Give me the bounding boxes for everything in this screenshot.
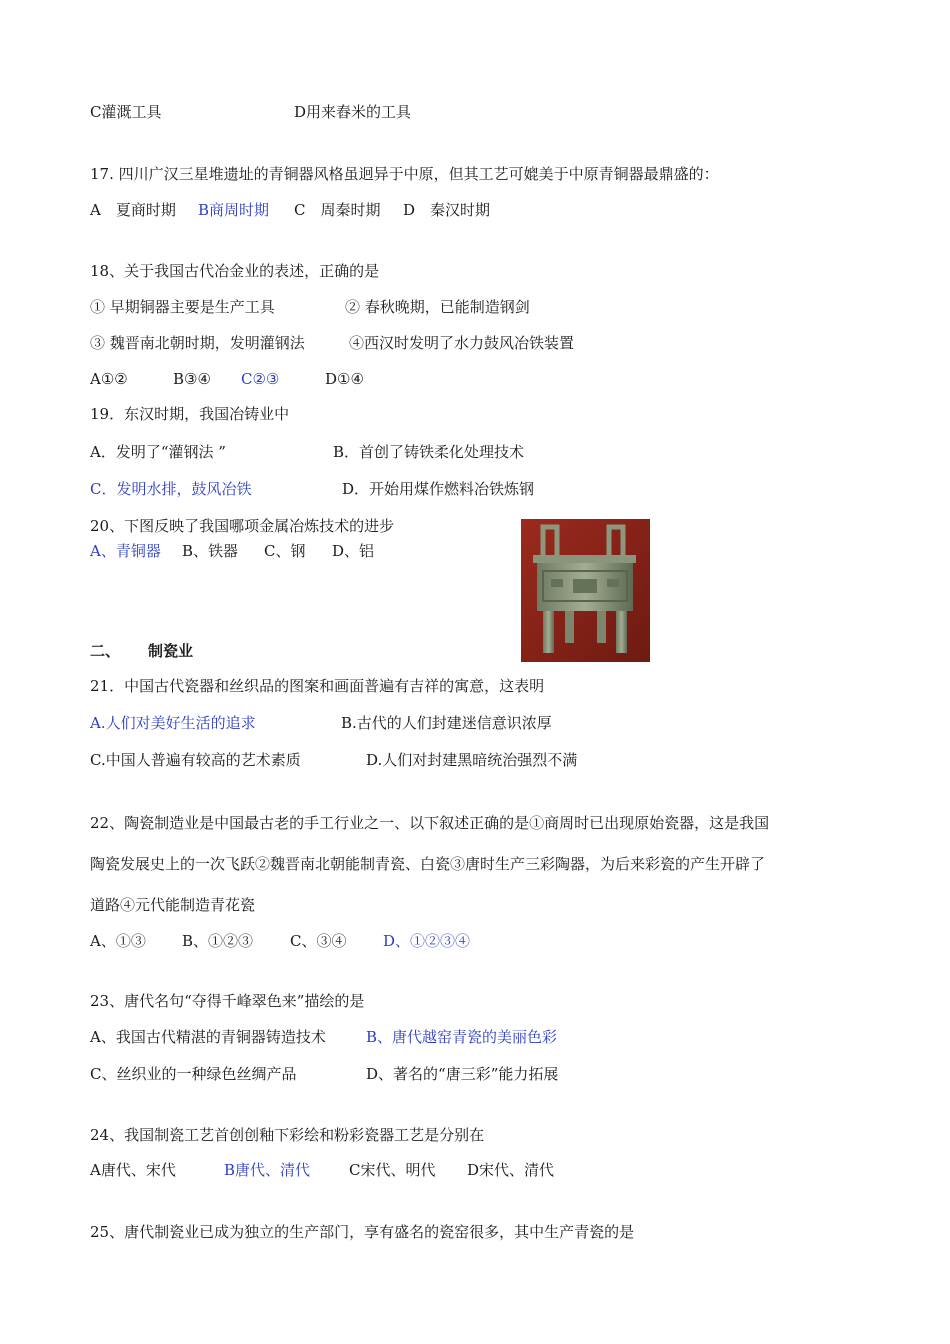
q24-stem: 24、我国制瓷工艺首创创釉下彩绘和粉彩瓷器工艺是分别在 [90,1126,485,1144]
q17-option-b: B商周时期 [198,201,270,219]
bronze-ding-image [521,519,650,662]
q17-option-a: A 夏商时期 [90,201,176,219]
q21-stem: 21．中国古代瓷器和丝织品的图案和画面普遍有吉祥的寓意，这表明 [90,677,545,695]
q22-option-a: A、①③ [90,932,146,950]
q24-option-a: A唐代、宋代 [90,1161,176,1179]
q16-option-d: D用来舂米的工具 [294,103,412,121]
q18-statement-1: ① 早期铜器主要是生产工具 [90,298,275,316]
q21-option-a: A.人们对美好生活的追求 [90,714,256,732]
q22-stem-line1: 22、陶瓷制造业是中国最古老的手工行业之一、以下叙述正确的是①商周时已出现原始瓷器，这是我国 [90,814,770,832]
q24-option-b: B唐代、清代 [224,1161,311,1179]
q24-option-c: C宋代、明代 [349,1161,436,1179]
q16-option-c: C灌溉工具 [90,103,162,121]
q22-stem-line2: 陶瓷发展史上的一次飞跃②魏晋南北朝能制青瓷、白瓷③唐时生产三彩陶器，为后来彩瓷的产生开辟了 [90,855,766,873]
q18-option-d: D①④ [325,370,364,388]
q19-stem: 19．东汉时期，我国冶铸业中 [90,405,290,423]
q20-stem: 20、下图反映了我国哪项金属冶炼技术的进步 [90,517,395,535]
q19-option-c: C．发明水排，鼓风冶铁 [90,480,252,498]
q18-statement-2: ② 春秋晚期，已能制造钢剑 [345,298,530,316]
section-number: 二、 [90,642,121,660]
q17-option-d: D 秦汉时期 [403,201,491,219]
q22-stem-line3: 道路④元代能制造青花瓷 [90,896,256,914]
q22-option-d: D、①②③④ [383,932,471,950]
q23-option-c: C、丝织业的一种绿色丝绸产品 [90,1065,297,1083]
q18-statement-4: ④西汉时发明了水力鼓风冶铁装置 [349,334,575,352]
q24-option-d: D宋代、清代 [467,1161,555,1179]
q17-option-c: C 周秦时期 [294,201,381,219]
q21-option-d: D.人们对封建黑暗统治强烈不满 [366,751,578,769]
q23-option-b: B、唐代越窑青瓷的美丽色彩 [366,1028,558,1046]
q19-option-b: B．首创了铸铁柔化处理技术 [333,443,525,461]
q21-option-b: B.古代的人们封建迷信意识浓厚 [341,714,552,732]
q22-option-b: B、①②③ [182,932,254,950]
q18-option-b: B③④ [173,370,211,388]
q20-option-c: C、钢 [264,542,306,560]
q20-option-d: D、铝 [332,542,375,560]
q25-stem: 25、唐代制瓷业已成为独立的生产部门，享有盛名的瓷窑很多，其中生产青瓷的是 [90,1223,635,1241]
q22-option-c: C、③④ [290,932,347,950]
section-title: 制瓷业 [148,642,194,660]
q18-statement-3: ③ 魏晋南北朝时期，发明灌钢法 [90,334,305,352]
q23-option-d: D、著名的“唐三彩”能力拓展 [366,1065,559,1083]
q18-option-a: A①② [90,370,128,388]
q21-option-c: C.中国人普遍有较高的艺术素质 [90,751,301,769]
q18-stem: 18、关于我国古代冶金业的表述，正确的是 [90,262,380,280]
q17-stem: 17. 四川广汉三星堆遗址的青铜器风格虽迥异于中原，但其工艺可媲美于中原青铜器最鼎盛的： [90,165,719,183]
q19-option-a: A．发明了“灌钢法 ” [90,443,226,461]
q20-option-a: A、青铜器 [90,542,161,560]
q18-option-c: C②③ [241,370,280,388]
q19-option-d: D．开始用煤作燃料冶铁炼钢 [342,480,535,498]
q20-option-b: B、铁器 [182,542,239,560]
q23-option-a: A、我国古代精湛的青铜器铸造技术 [90,1028,326,1046]
q23-stem: 23、唐代名句“夺得千峰翠色来”描绘的是 [90,992,365,1010]
